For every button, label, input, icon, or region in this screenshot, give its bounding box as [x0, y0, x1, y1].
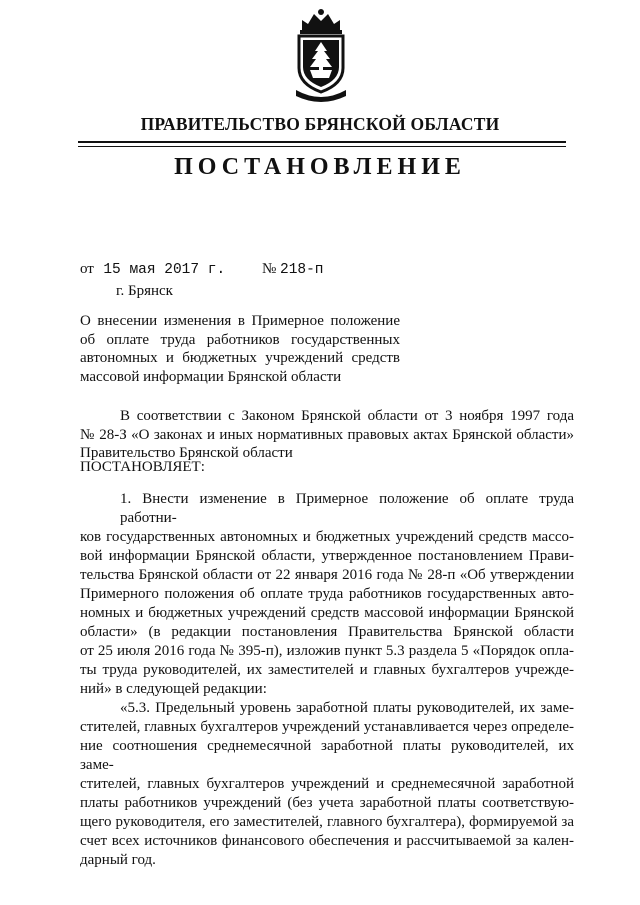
body-line: счет всех источников финансового обеспечения и рассчитываемой за кален-	[80, 833, 574, 849]
body-line: щего руководителя, его заместителей, главного бухгалтера), формируемой за	[80, 814, 574, 830]
subject-line: О внесении изменения в Примерное положение	[80, 313, 400, 329]
body-line: стителей, главных бухгалтеров учреждений и среднемесячной заработной	[80, 776, 574, 792]
subject-line: автономных и бюджетных учреждений средств	[80, 350, 400, 366]
decree-body	[80, 490, 574, 870]
body-line: тельства Брянской области от 22 января 2016 года № 28-п «Об утверждении	[80, 567, 574, 583]
body-line: номных и бюджетных учреждений средств массовой информации Брянской	[80, 605, 574, 621]
preamble-line: В соответствии с Законом Брянской области от 3 ноября 1997 года	[120, 408, 574, 424]
decree-word: ПОСТАНОВЛЯЕТ:	[80, 459, 205, 475]
body-line: платы работников учреждений (без учета заработной платы соответствую-	[80, 795, 574, 811]
preamble-line: Правительство Брянской области	[80, 445, 293, 461]
body-line: ты труда руководителей, их заместителей и главных бухгалтеров учрежде-	[80, 662, 574, 678]
body-line: 1. Внести изменение в Примерное положение об оплате труда работни-	[120, 491, 574, 526]
body-line: ний» в следующей редакции:	[80, 681, 267, 697]
body-line: вой информации Брянской области, утвержденное постановлением Прави-	[80, 548, 574, 564]
date-prefix: от	[80, 261, 94, 277]
preamble	[80, 407, 574, 463]
number-value: 218-п	[280, 262, 324, 278]
body-line: ние соотношения среднемесячной заработной платы руководителей, их заме-	[80, 738, 574, 773]
crown-icon	[300, 9, 342, 34]
body-line: «5.3. Предельный уровень заработной платы руководителей, их заме-	[120, 700, 574, 716]
document-subject	[80, 312, 400, 386]
coat-of-arms-icon	[290, 8, 352, 102]
subject-line: об оплате труда работников государственных	[80, 331, 400, 348]
city-label: г. Брянск	[116, 283, 173, 299]
preamble-line: № 28-З «О законах и иных нормативных правовых актах Брянской области»	[80, 426, 574, 443]
date-value: 15 мая 2017 г.	[103, 262, 226, 278]
document-type-title: ПОСТАНОВЛЕНИЕ	[174, 154, 466, 180]
body-line: стителей, главных бухгалтеров учреждений устанавливается через определе-	[80, 719, 574, 735]
government-title: ПРАВИТЕЛЬСТВО БРЯНСКОЙ ОБЛАСТИ	[140, 114, 500, 134]
subject-line: массовой информации Брянской области	[80, 368, 342, 385]
body-line: от 25 июля 2016 года № 395-п), изложив пункт 5.3 раздела 5 «Порядок опла-	[80, 643, 574, 659]
body-line: области» (в редакции постановления Правительства Брянской области	[80, 624, 574, 640]
body-line: дарный год.	[80, 852, 156, 868]
body-line: ков государственных автономных и бюджетных учреждений средств массо-	[80, 529, 574, 545]
header-rule-thick	[78, 141, 566, 143]
number-prefix: №	[262, 261, 277, 277]
body-line: Примерного положения об оплате труда работников государственных авто-	[80, 586, 574, 602]
date-number-line	[80, 261, 324, 278]
header-rule-thin	[78, 146, 566, 147]
